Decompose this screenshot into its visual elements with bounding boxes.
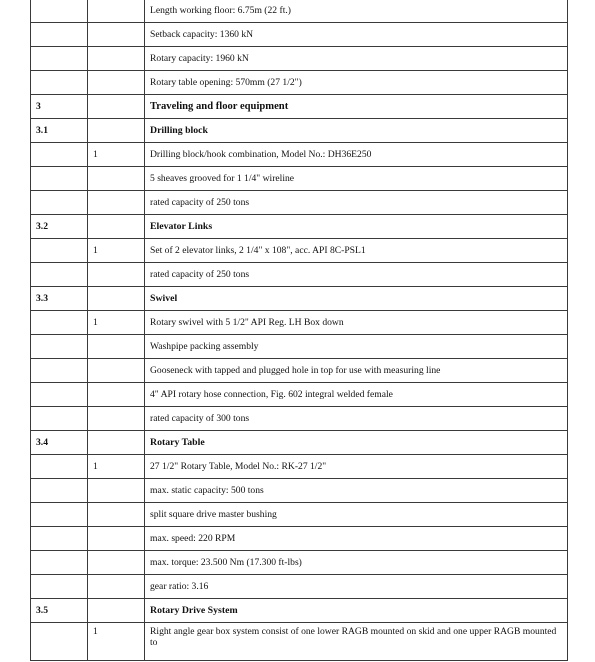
subsection-title-cell: Drilling block xyxy=(145,119,568,143)
section-number-cell xyxy=(31,503,88,527)
quantity-cell xyxy=(88,527,145,551)
section-number-cell xyxy=(31,455,88,479)
table-row xyxy=(31,167,568,191)
quantity-cell: 1 xyxy=(88,239,145,263)
description-cell: 5 sheaves grooved for 1 1/4" wireline xyxy=(145,167,568,191)
quantity-cell: 1 xyxy=(88,455,145,479)
description-cell: max. static capacity: 500 tons xyxy=(145,479,568,503)
subsection-header-row xyxy=(31,287,568,311)
section-number-cell xyxy=(31,407,88,431)
section-number-cell xyxy=(31,383,88,407)
equipment-spec-table xyxy=(30,0,568,661)
section-number-cell xyxy=(31,239,88,263)
quantity-cell xyxy=(88,215,145,239)
description-cell: Setback capacity: 1360 kN xyxy=(145,23,568,47)
subsection-title-cell: Rotary Table xyxy=(145,431,568,455)
description-cell: Rotary table opening: 570mm (27 1/2") xyxy=(145,71,568,95)
table-row xyxy=(31,0,568,23)
description-cell: rated capacity of 250 tons xyxy=(145,191,568,215)
quantity-cell xyxy=(88,119,145,143)
section-number-cell xyxy=(31,623,88,661)
table-row xyxy=(31,311,568,335)
subsection-title-cell: Swivel xyxy=(145,287,568,311)
quantity-cell xyxy=(88,191,145,215)
description-cell: gear ratio: 3.16 xyxy=(145,575,568,599)
table-row xyxy=(31,71,568,95)
section-number-cell xyxy=(31,479,88,503)
description-cell: Length working floor: 6.75m (22 ft.) xyxy=(145,0,568,23)
section-number-cell xyxy=(31,551,88,575)
description-cell: rated capacity of 300 tons xyxy=(145,407,568,431)
quantity-cell xyxy=(88,23,145,47)
section-number-cell xyxy=(31,527,88,551)
section-header-row xyxy=(31,95,568,119)
section-number-cell xyxy=(31,71,88,95)
description-cell: 27 1/2" Rotary Table, Model No.: RK-27 1/2" xyxy=(145,455,568,479)
subsection-header-row xyxy=(31,119,568,143)
description-cell: 4" API rotary hose connection, Fig. 602 integral welded female xyxy=(145,383,568,407)
description-cell: max. speed: 220 RPM xyxy=(145,527,568,551)
quantity-cell xyxy=(88,167,145,191)
section-number-cell xyxy=(31,0,88,23)
table-row xyxy=(31,47,568,71)
quantity-cell xyxy=(88,335,145,359)
quantity-cell: 1 xyxy=(88,311,145,335)
subsection-header-row xyxy=(31,431,568,455)
section-number-cell xyxy=(31,335,88,359)
section-number-cell xyxy=(31,359,88,383)
table-row xyxy=(31,239,568,263)
table-row xyxy=(31,575,568,599)
subsection-title-cell: Elevator Links xyxy=(145,215,568,239)
section-number-cell xyxy=(31,263,88,287)
description-cell: Set of 2 elevator links, 2 1/4" x 108", acc. API 8C-PSL1 xyxy=(145,239,568,263)
table-row xyxy=(31,359,568,383)
subsection-header-row xyxy=(31,215,568,239)
table-row xyxy=(31,335,568,359)
section-number-cell: 3.4 xyxy=(31,431,88,455)
quantity-cell xyxy=(88,575,145,599)
quantity-cell xyxy=(88,551,145,575)
table-row xyxy=(31,527,568,551)
description-cell: Right angle gear box system consist of one lower RAGB mounted on skid and one upper RAGB mounted to xyxy=(145,623,568,661)
table-row xyxy=(31,263,568,287)
table-row xyxy=(31,455,568,479)
section-number-cell xyxy=(31,167,88,191)
table-row xyxy=(31,143,568,167)
quantity-cell: 1 xyxy=(88,623,145,661)
description-cell: rated capacity of 250 tons xyxy=(145,263,568,287)
quantity-cell xyxy=(88,503,145,527)
section-number-cell: 3.1 xyxy=(31,119,88,143)
description-cell: max. torque: 23.500 Nm (17.300 ft-lbs) xyxy=(145,551,568,575)
quantity-cell xyxy=(88,431,145,455)
description-cell: Rotary capacity: 1960 kN xyxy=(145,47,568,71)
table-row xyxy=(31,191,568,215)
quantity-cell: 1 xyxy=(88,143,145,167)
quantity-cell xyxy=(88,479,145,503)
section-number-cell: 3.2 xyxy=(31,215,88,239)
quantity-cell xyxy=(88,47,145,71)
description-cell: Rotary swivel with 5 1/2" API Reg. LH Box down xyxy=(145,311,568,335)
subsection-header-row xyxy=(31,599,568,623)
subsection-title-cell: Rotary Drive System xyxy=(145,599,568,623)
section-number-cell xyxy=(31,23,88,47)
quantity-cell xyxy=(88,263,145,287)
quantity-cell xyxy=(88,95,145,119)
quantity-cell xyxy=(88,71,145,95)
quantity-cell xyxy=(88,287,145,311)
table-row xyxy=(31,479,568,503)
quantity-cell xyxy=(88,599,145,623)
equipment-spec-table-body xyxy=(31,0,568,661)
section-number-cell xyxy=(31,311,88,335)
quantity-cell xyxy=(88,407,145,431)
description-cell: Drilling block/hook combination, Model No.: DH36E250 xyxy=(145,143,568,167)
section-number-cell xyxy=(31,575,88,599)
table-row xyxy=(31,23,568,47)
quantity-cell xyxy=(88,0,145,23)
section-title-cell: Traveling and floor equipment xyxy=(145,95,568,119)
section-number-cell xyxy=(31,191,88,215)
table-row xyxy=(31,551,568,575)
description-cell: split square drive master bushing xyxy=(145,503,568,527)
section-number-cell xyxy=(31,143,88,167)
table-row xyxy=(31,407,568,431)
description-cell: Washpipe packing assembly xyxy=(145,335,568,359)
section-number-cell: 3.5 xyxy=(31,599,88,623)
section-number-cell: 3.3 xyxy=(31,287,88,311)
description-cell: Gooseneck with tapped and plugged hole in top for use with measuring line xyxy=(145,359,568,383)
table-row xyxy=(31,503,568,527)
quantity-cell xyxy=(88,359,145,383)
quantity-cell xyxy=(88,383,145,407)
table-row xyxy=(31,623,568,661)
section-number-cell: 3 xyxy=(31,95,88,119)
table-row xyxy=(31,383,568,407)
section-number-cell xyxy=(31,47,88,71)
